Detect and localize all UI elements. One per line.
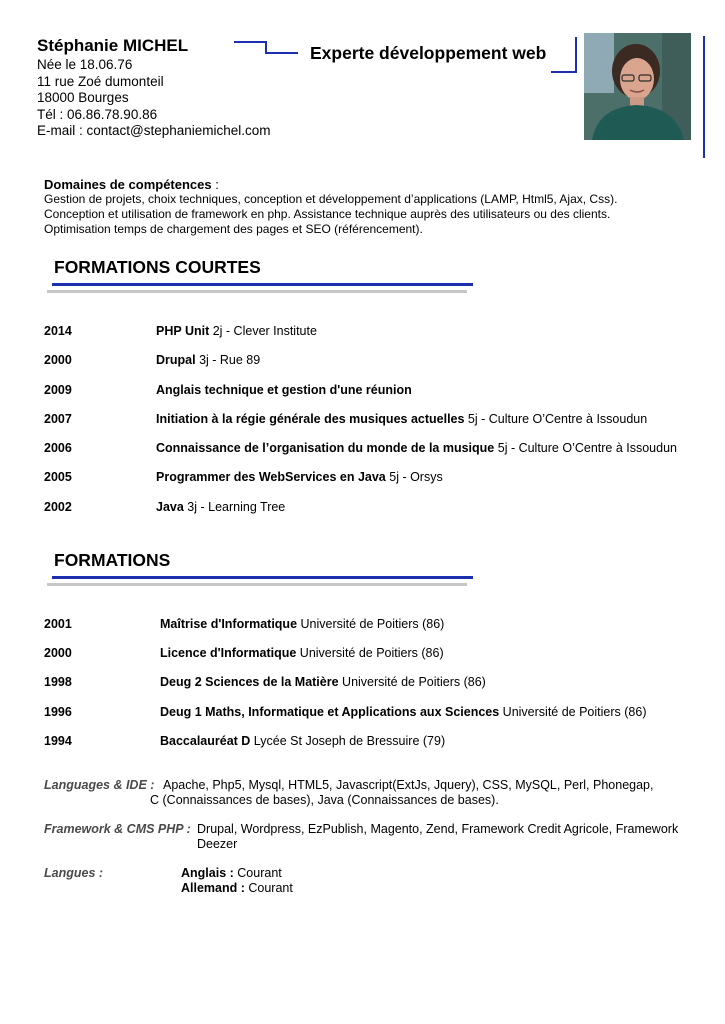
header-deco-line	[234, 41, 266, 43]
profile-photo	[584, 33, 691, 140]
languages-ide-text: Apache, Php5, Mysql, HTML5, Javascript(ExtJs, Jquery), CSS, MySQL, Perl, Phonegap, C (Connaissances de bases), Java (Connaissances de bases).	[150, 778, 654, 807]
langues-text	[181, 866, 293, 896]
candidate-name: Stéphanie MICHEL	[37, 36, 189, 55]
section-divider-grey	[47, 583, 467, 586]
address-street: 11 rue Zoé dumonteil	[37, 73, 164, 89]
skills-heading: Domaines de compétences :	[44, 177, 219, 192]
section-divider-grey	[47, 290, 467, 293]
phone-number: Tél : 06.86.78.90.86	[37, 106, 158, 122]
skills-line: Optimisation temps de chargement des pages et SEO (référencement).	[44, 222, 423, 236]
framework-text: Drupal, Wordpress, EzPublish, Magento, Zend, Framework Credit Agricole, Framework Deezer	[197, 822, 679, 851]
email-address: E-mail : contact@stephaniemichel.com	[37, 123, 271, 138]
trainings-title: FORMATIONS	[54, 550, 171, 570]
header-deco-line	[575, 37, 577, 73]
birth-date: Née le 18.06.76	[37, 57, 133, 72]
header-deco-line	[551, 71, 576, 73]
short-trainings-title: FORMATIONS COURTES	[54, 257, 261, 277]
langues-label: Langues :	[44, 866, 104, 880]
languages-ide-label: Languages & IDE :	[44, 778, 155, 792]
section-divider-blue	[52, 576, 473, 579]
header-deco-line	[703, 36, 705, 158]
skills-line: Conception et utilisation de framework en php. Assistance technique auprès des utilisateurs ou des clients.	[44, 207, 611, 221]
header-deco-line	[266, 52, 298, 54]
german-level: Allemand : Courant	[181, 881, 293, 895]
skills-line: Gestion de projets, choix techniques, conception et développement d’applications (LAMP, Html5, Ajax, Css).	[44, 192, 618, 206]
address-city: 18000 Bourges	[37, 90, 129, 105]
section-divider-blue	[52, 283, 473, 286]
contact-block	[37, 57, 271, 140]
job-title: Experte développement web	[310, 43, 547, 63]
skills-section	[44, 177, 617, 237]
english-level: Anglais : Courant	[181, 866, 282, 880]
framework-label: Framework & CMS PHP :	[44, 822, 191, 836]
